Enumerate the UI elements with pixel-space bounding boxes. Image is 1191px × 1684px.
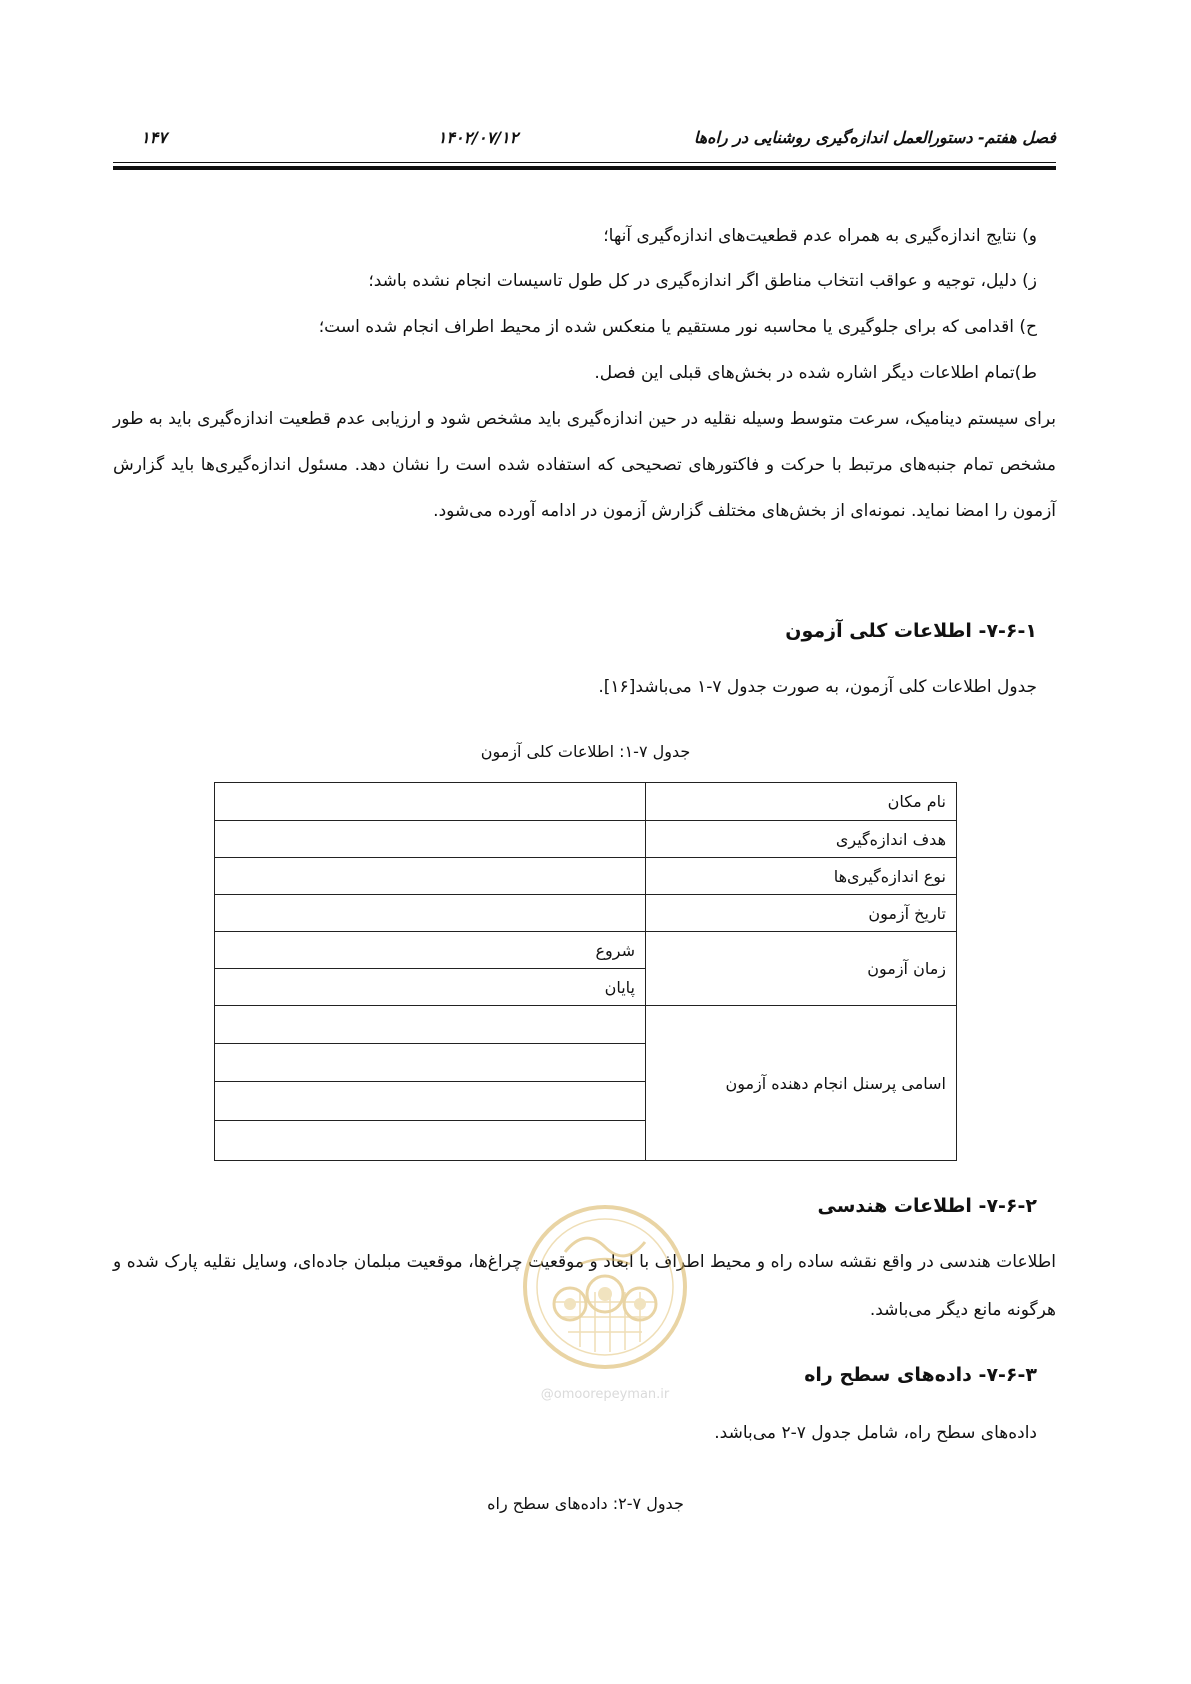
header-rule-thin (113, 162, 1056, 163)
chapter-title: فصل هفتم- دستورالعمل اندازه‌گیری روشنایی در راه‌ها (693, 128, 1056, 147)
page-number: ۱۴۷ (141, 128, 167, 147)
table-label-cell: نوع اندازه‌گیری‌ها (646, 858, 957, 895)
table-value-cell (215, 1006, 646, 1044)
list-item: ز) دلیل، توجیه و عواقب انتخاب مناطق اگر اندازه‌گیری در کل طول تاسیسات انجام نشده باشد؛ (368, 271, 1037, 291)
table-row (215, 821, 957, 858)
table-row (215, 895, 957, 932)
watermark-logo (510, 1192, 700, 1402)
page-header (113, 128, 1056, 160)
table-value-cell (215, 821, 646, 858)
section-heading: ۷-۶-۲- اطلاعات هندسی (817, 1195, 1037, 1217)
table-caption: جدول ۷-۲: داده‌های سطح راه (487, 1494, 684, 1513)
watermark-emblem-icon (510, 1192, 700, 1382)
table-label-cell: زمان آزمون (646, 932, 957, 1006)
header-date: ۱۴۰۲/۰۷/۱۲ (437, 128, 519, 147)
table-row (215, 932, 957, 969)
table-row (215, 858, 957, 895)
table-label-cell: نام مکان (646, 783, 957, 821)
table-value-cell (215, 1044, 646, 1082)
list-item: و) نتایج اندازه‌گیری به همراه عدم قطعیت‌های اندازه‌گیری آنها؛ (603, 226, 1037, 246)
table-row (215, 783, 957, 821)
watermark-url: @omoorepeyman.ir (540, 1387, 670, 1402)
table-value-cell: پایان (215, 969, 646, 1006)
table-value-cell (215, 783, 646, 821)
section-text: جدول اطلاعات کلی آزمون، به صورت جدول ۷-۱ می‌باشد[۱۶]. (598, 677, 1037, 697)
table-value-cell (215, 1121, 646, 1161)
list-item: ح) اقدامی که برای جلوگیری یا محاسبه نور مستقیم یا منعکس شده از محیط اطراف انجام شده است؛ (318, 317, 1037, 337)
list-item: ط)تمام اطلاعات دیگر اشاره شده در بخش‌های قبلی این فصل. (594, 363, 1037, 383)
table-caption: جدول ۷-۱: اطلاعات کلی آزمون (480, 742, 691, 761)
table-label-cell: هدف اندازه‌گیری (646, 821, 957, 858)
table-label-cell: اسامی پرسنل انجام دهنده آزمون (646, 1006, 957, 1161)
section-heading: ۷-۶-۱- اطلاعات کلی آزمون (785, 620, 1037, 642)
section-heading: ۷-۶-۳- داده‌های سطح راه (804, 1364, 1037, 1386)
table-value-cell (215, 1082, 646, 1121)
header-rule-thick (113, 166, 1056, 170)
section-text: داده‌های سطح راه، شامل جدول ۷-۲ می‌باشد. (714, 1423, 1037, 1443)
table-label-cell: تاریخ آزمون (646, 895, 957, 932)
table-value-cell: شروع (215, 932, 646, 969)
section-text: اطلاعات هندسی در واقع نقشه ساده راه و محیط اطراف با ابعاد و موقعیت چراغ‌ها، موقعیت مبلمان جاده‌ای، وسایل نقلیه پارک شده و هرگونه مانع دیگر می‌باشد. (113, 1252, 1056, 1320)
dynamic-system-paragraph: برای سیستم دینامیک، سرعت متوسط وسیله نقلیه در حین اندازه‌گیری باید مشخص شود و ارزیابی عدم قطعیت اندازه‌گیری باید به طور مشخص تمام جنبه‌های مرتبط با حرکت و فاکتورهای تصحیحی که استفاده شده است را نشان دهد. مسئول اندازه‌گیری‌ها باید گزارش آزمون را امضا نماید. نمونه‌ای از بخش‌های مختلف گزارش آزمون در ادامه آورده می‌شود. (113, 409, 1056, 521)
table-row (215, 1006, 957, 1044)
table-value-cell (215, 858, 646, 895)
general-info-table (214, 782, 957, 1161)
table-value-cell (215, 895, 646, 932)
